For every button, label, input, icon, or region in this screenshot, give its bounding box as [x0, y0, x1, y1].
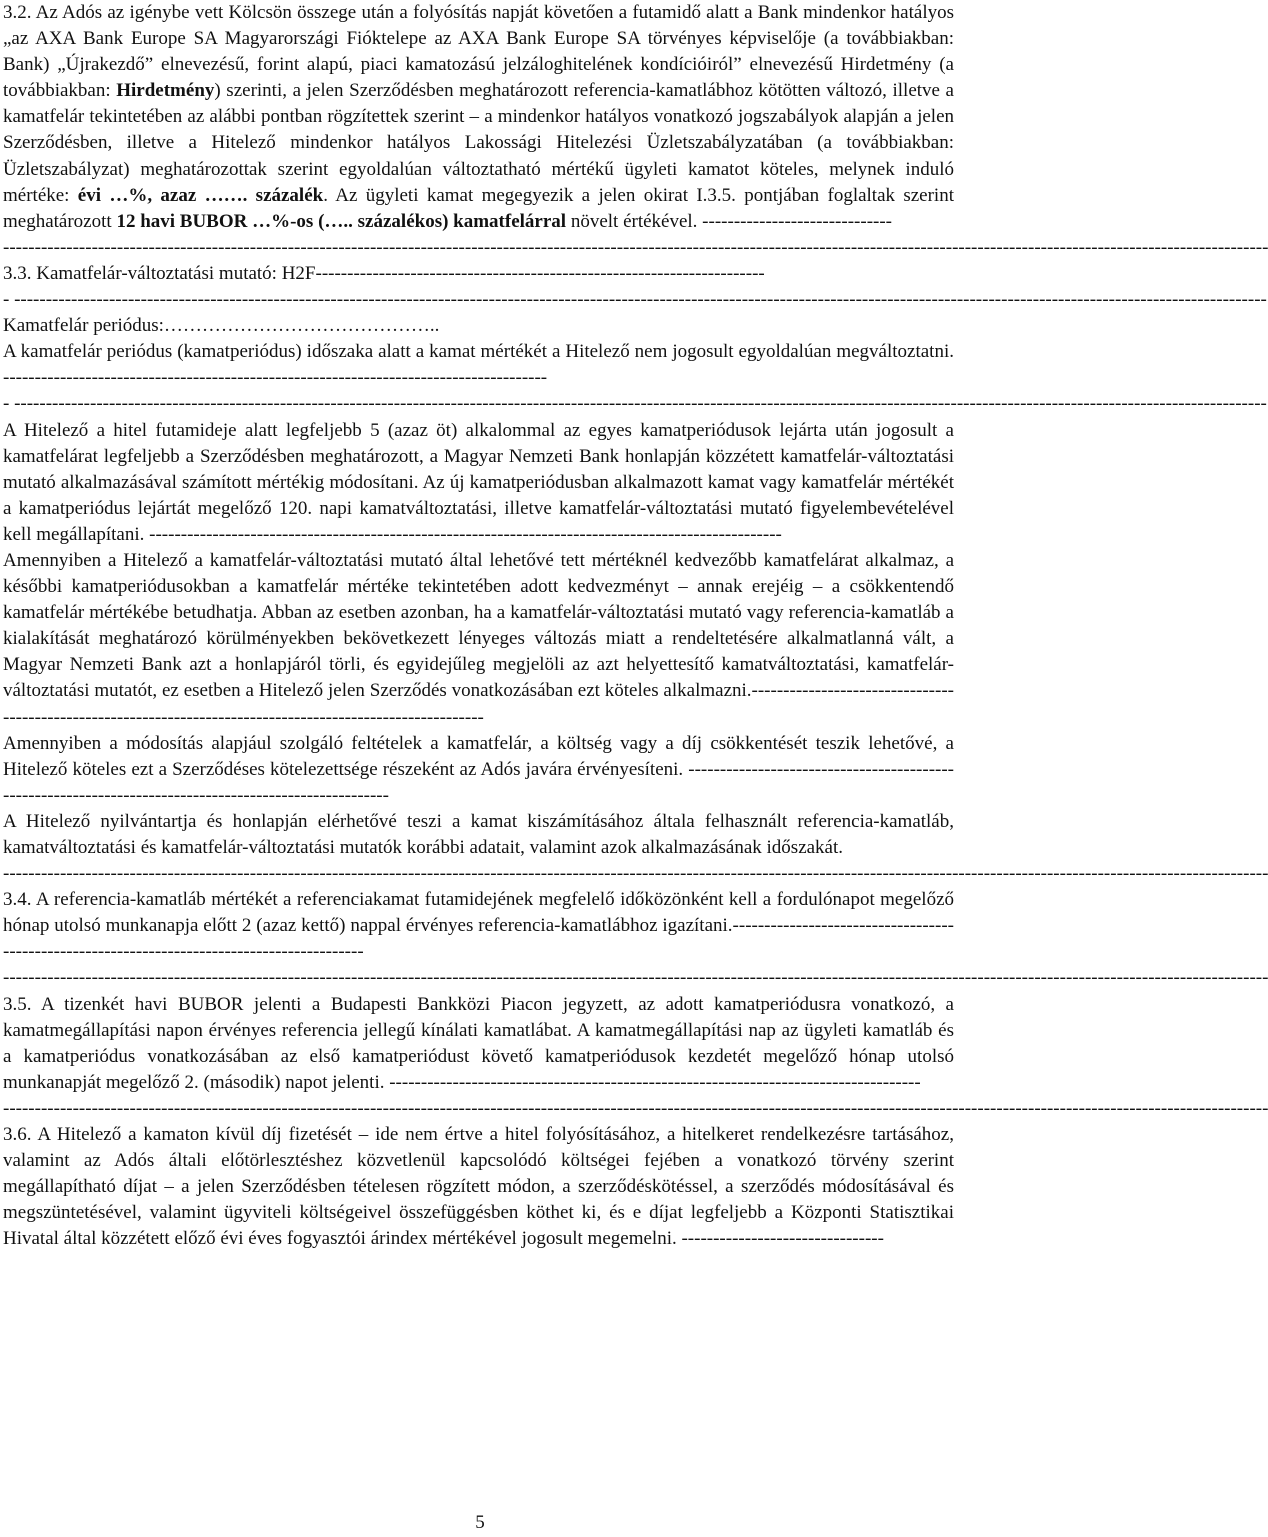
text-run: 3.5. A tizenkét havi BUBOR jelenti a Budapesti Bankközi Piacon jegyzett, az adott kamatperiódusra vonatkozó, a kamatmegállapítási napon érvényes referencia jellegű kínálati kamatlábat. A kamatmegállapítási nap az ügyleti kamatláb és a kamatperiódus vonatkozásában az első kamatperiódust követő kamatperiódusok kezdetét megelőző hónap utolsó munkanapját megelőző 2. (második) napot jelenti. ------------------------------------------------------------------------------------ [3, 993, 954, 1093]
text-run: Amennyiben a módosítás alapjául szolgáló feltételek a kamatfelár, a költség vagy a díj csökkentését teszik lehetővé, a Hitelező köteles ezt a Szerződéses kötelezettsége részeként az Adós javára érvényesíteni. ------------------------------------------------------------------------------------------------------- [3, 732, 954, 806]
section-3-6 [3, 1122, 954, 1252]
dash-rule: -------------------------------------------------------------------------------------------------------------------------------------------------------------------------------------------------------- [3, 863, 1268, 885]
text-run: Amennyiben a Hitelező a kamatfelár-változtatási mutató által lehetővé tett mértéknél kedvezőbb kamatfelárat alkalmaz, a későbbi kamatperiódusokban a kamatfelár mértéke tekintetében adott kedvezményt – annak erejéig – a csökkentendő kamatfelár mértékébe betudhatja. Abban az esetben azonban, ha a kamatfelár-változtatási mutató vagy referencia-kamatláb a kialakítását meghatározó körülményekben bekövetkezett lényeges változás miatt a rendeltetésére alkalmatlanná vált, a Magyar Nemzeti Bank azt a honlapjáról törli, és egyidejűleg megjelöli az azt helyettesítő kamatváltoztatási, kamatfelár-változtatási mutatót, ez esetben a Hitelező jelen Szerződés vonatkozásában ezt köteles alkalmazni.------------------------------------------------------------------------------------------------------------ [3, 549, 954, 728]
text-run: Kamatfelár periódus:…………………………………….. [3, 315, 440, 337]
section-3-3-p3 [3, 548, 954, 731]
bold-text-run: Hirdetmény [116, 80, 215, 102]
text-run: növelt értékével. ------------------------------ [566, 210, 893, 232]
text-run: 3.3. Kamatfelár-változtatási mutató: H2F----------------------------------------------------------------------- [3, 262, 765, 284]
section-3-5 [3, 992, 954, 1096]
text-run: A Hitelező a hitel futamideje alatt legfeljebb 5 (azaz öt) alkalommal az egyes kamatperiódusok lejárta után jogosult a kamatfelárat legfeljebb a Szerződésben meghatározott, a Magyar Nemzeti Bank honlapján közzétett kamatfelár-változtatási mutató alkalmazásával számított mértékig módosítani. Az új kamatperiódusban alkalmazott kamat vagy kamatfelár mértékét a kamatperiódus lejártát megelőző 120. napi kamatváltoztatási, illetve kamatfelár-változtatási mutató figyelembevételével kell megállapítani. ---------------------------------------------------------------------------------------------------- [3, 419, 954, 545]
section-3-3-p5 [3, 809, 954, 861]
dash-rule: -------------------------------------------------------------------------------------------------------------------------------------------------------------------------------------------------------- [3, 967, 1268, 989]
kamatfelar-periodus [3, 313, 954, 339]
text-run: 3.2. Az Adós az igénybe vett Kölcsön összege után a folyósítás napját követően a futamidő alatt a Bank mindenkor hatályos „az AXA Bank Europe SA Magyarországi Fióktelepe az AXA Bank Europe SA törvényes képviselője (a továbbiakban: Bank) „Újrakezdő” elnevezésű, forint alapú, piaci kamatozású jelzáloghitelének kondícióiról” elnevezésű Hirdetmény (a továbbiakban: [3, 2, 954, 102]
dash-rule: -------------------------------------------------------------------------------------------------------------------------------------------------------------------------------------------------------- [3, 236, 1268, 258]
dash-rule: - ------------------------------------------------------------------------------------------------------------------------------------------------------------------------------------------------------ [3, 289, 1267, 311]
section-3-3-p2 [3, 418, 954, 548]
page-number: 5 [475, 1512, 485, 1533]
section-3-2 [3, 0, 954, 235]
text-run: 3.4. A referencia-kamatláb mértékét a referenciakamat futamidejének megfelelő időközönként kell a fordulónapot megelőző hónap utolsó munkanapja előtt 2 (azaz kettő) nappal érvényes referencia-kamatlábhoz igazítani.-------------------------------------------------------------------------------------------- [3, 889, 954, 963]
dash-rule: - ------------------------------------------------------------------------------------------------------------------------------------------------------------------------------------------------------ [3, 393, 1267, 415]
bold-text-run: 12 havi BUBOR …%-os (….. százalékos) kamatfelárral [116, 210, 567, 232]
dash-rule: -------------------------------------------------------------------------------------------------------------------------------------------------------------------------------------------------------- [3, 1097, 1268, 1119]
bold-text-run: évi …%, azaz ……. százalék [77, 184, 324, 206]
section-3-4 [3, 887, 954, 965]
text-run: A Hitelező nyilvántartja és honlapján elérhetővé teszi a kamat kiszámításához általa felhasznált referencia-kamatláb, kamatváltoztatási és kamatfelár-változtatási mutatók korábbi adatait, valamint azok alkalmazásának időszakát. [3, 810, 954, 858]
section-3-3-heading [3, 261, 954, 287]
section-3-3-p1 [3, 339, 954, 391]
text-run: . Az ügyleti kamat megegyezik a jelen okirat I.3.5. pontjában foglaltak szerint meghatározott [3, 184, 954, 232]
text-run: 3.6. A Hitelező a kamaton kívül díj fizetését – ide nem értve a hitel folyósításához, a hitelkeret rendelkezésre tartásához, valamint az Adós általi előtörlesztéshez közvetlenül kapcsolódó költségei fejében a vonatkozó törvény szerint megállapítható díjat – a jelen Szerződésben tételesen rögzített módon, a szerződéskötéssel, a szerződés módosításával és megszüntetésével, valamint ügyviteli költségeivel összefüggésben köthet ki, és e díjat legfeljebb a Központi Statisztikai Hivatal által közzétett előző évi éves fogyasztói árindex mértékével jogosult megemelni. -------------------------------- [3, 1124, 954, 1250]
text-run: ) szerinti, a jelen Szerződésben meghatározott referencia-kamatlábhoz kötötten változó, illetve a kamatfelár tekintetében az alábbi pontban rögzítettek szerint – a mindenkor hatályos vonatkozó jogszabályok alapján a jelen Szerződésben, illetve a Hitelező mindenkor hatályos Lakossági Hitelezési Üzletszabályzatában (a továbbiakban: Üzletszabályzat) meghatározottak szerint egyoldalúan változtatható mértékű ügyleti kamatot köteles, melynek induló mértéke: [3, 80, 954, 206]
section-3-3-p4 [3, 731, 954, 809]
text-run: A kamatfelár periódus (kamatperiódus) időszaka alatt a kamat mértékét a Hitelező nem jogosult egyoldalúan megváltoztatni. -------------------------------------------------------------------------------------- [3, 341, 954, 389]
